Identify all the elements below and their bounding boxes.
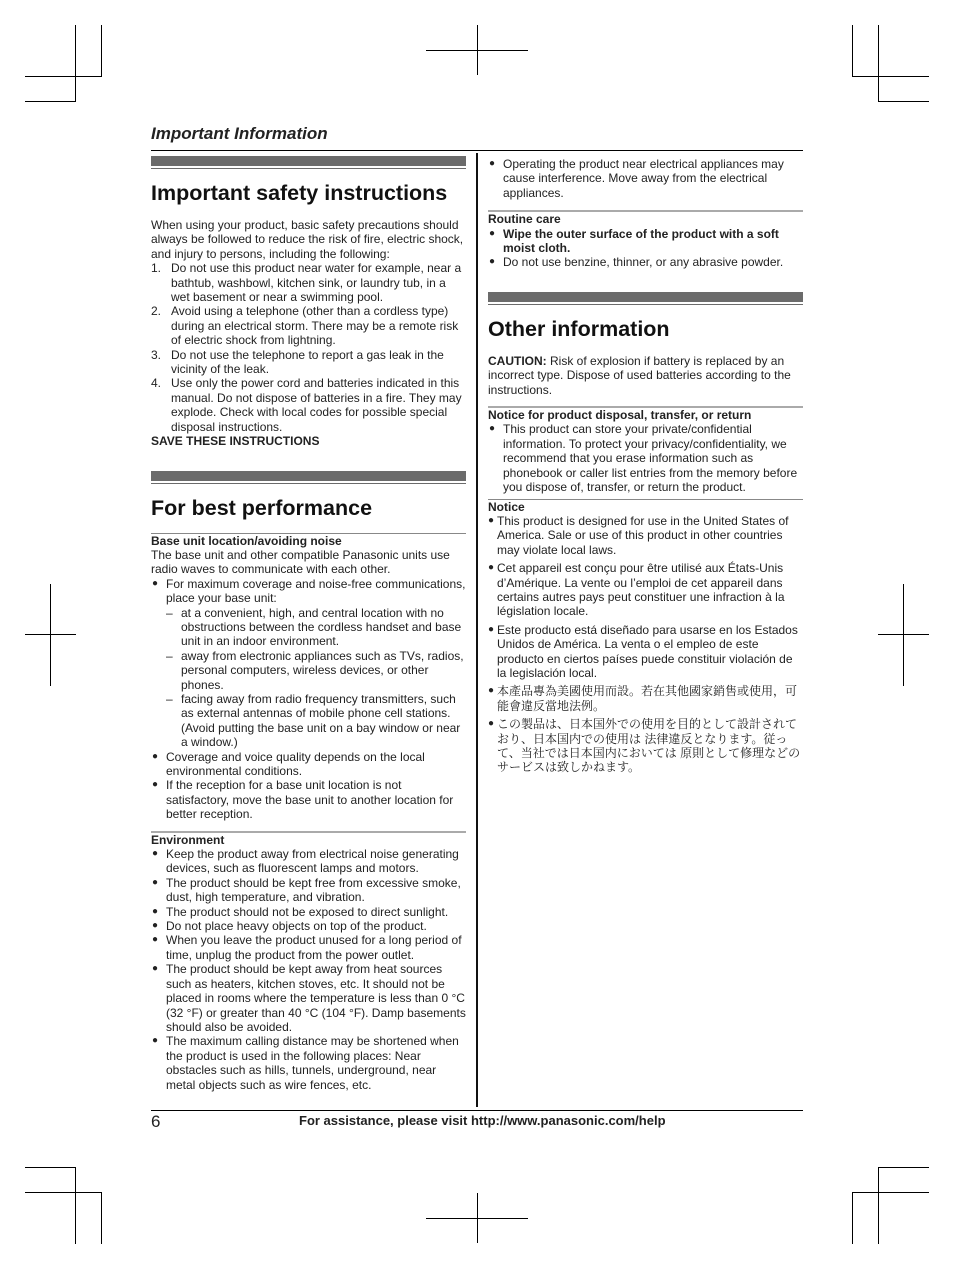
section-bar xyxy=(488,292,803,302)
performance-title: For best performance xyxy=(151,495,373,520)
page-number: 6 xyxy=(151,1112,161,1131)
left-column xyxy=(151,156,466,1092)
list-item: ● For maximum coverage and noise-free communications, place your base unit: xyxy=(152,576,466,606)
list-item: ● Do not place heavy objects on top of the product. xyxy=(152,919,427,934)
safety-item: 4. Use only the power cord and batteries indicated in this manual. Do not dispose of batteries in a fire. They may explode. Check with local codes for possible special disposal instructions. xyxy=(151,376,462,434)
section-header: Important Information xyxy=(151,124,328,143)
notice-item: ● Este producto está diseñado para usarse en los Estados Unidos de América. La venta o el empleo de este producto en ciertos países puede constituir violación de la legislación local. xyxy=(488,622,798,680)
header-rule xyxy=(151,150,803,151)
footer-rule xyxy=(151,1110,803,1111)
list-item: ● When you leave the product unused for a long period of time, unplug the product from the power outlet. xyxy=(152,933,462,962)
list-item: ● Operating the product near electrical appliances may cause interference. Move away from the electrical appliances. xyxy=(489,157,784,200)
list-subitem: – away from electronic appliances such as TVs, radios, personal computers, wireless devices, or other phones. xyxy=(166,648,464,692)
routine-care-heading: Routine care xyxy=(488,212,561,227)
list-item: ● Coverage and voice quality depends on the local environmental conditions. xyxy=(152,749,425,778)
disposal-heading: Notice for product disposal, transfer, or return xyxy=(488,408,752,423)
other-info-title: Other information xyxy=(488,316,670,341)
list-item: ● The product should not be exposed to direct sunlight. xyxy=(152,904,449,919)
safety-title: Important safety instructions xyxy=(151,181,448,205)
base-intro: The base unit and other compatible Panasonic units use radio waves to communicate with each other. xyxy=(151,547,450,577)
safety-item: 1. Do not use this product near water for example, near a bathtub, washbowl, kitchen sink, or laundry tub, in a wet basement or near a swimming pool. xyxy=(151,261,462,305)
footer-text: For assistance, please visit http://www.panasonic.com/help xyxy=(299,1113,666,1128)
notice-heading: Notice xyxy=(488,499,525,514)
base-location-heading: Base unit location/avoiding noise xyxy=(151,533,342,548)
notice-item: ● 本產品專為美國使用而設。若在其他國家銷售或使用，可能會違反當地法例。 xyxy=(488,684,798,713)
list-item: ● The product should be kept away from heat sources such as heaters, kitchen stoves, etc. It should not be placed in rooms where the temperature is less than 0 °C (32 °F) or greater than 40 °C (104 °F). Damp basements should also be avoided. xyxy=(152,962,466,1034)
list-item: ● Keep the product away from electrical noise generating devices, such as fluorescent lamps and motors. xyxy=(152,847,459,876)
list-item: ● The product should be kept free from excessive smoke, dust, high temperature, and vibration. xyxy=(152,875,461,905)
column-divider xyxy=(476,153,478,1107)
list-item: ● If the reception for a base unit location is not satisfactory, move the base unit to another location for better reception. xyxy=(152,778,454,822)
list-subitem: – at a convenient, high, and central location with no obstructions between the cordless handset and base unit in an indoor environment. xyxy=(166,605,462,649)
notice-item: ● この製品は、日本国外での使用を目的として設計されており、日本国内での使用は 法律違反となります。従って、当社では日本国内においては 原則として修理などの サービスは致しかねます。 xyxy=(488,717,801,775)
list-item: ● The maximum calling distance may be shortened when the product is used in the following places: Near obstacles such as hills, tunnels, underground, near metal objects such as wire fences, etc. xyxy=(152,1034,459,1092)
save-instructions: SAVE THESE INSTRUCTIONS xyxy=(151,434,320,449)
list-item: ● This product can store your private/confidential information. To protect your privacy/confidentiality, we recommend that you erase information such as phonebook or caller list entries from the memory before you dispose of, transfer, or return the product. xyxy=(489,422,798,495)
safety-intro: When using your product, basic safety precautions should always be followed to reduce the risk of fire, electric shock, and injury to persons, including the following: xyxy=(151,218,464,261)
notice-item: ● Cet appareil est conçu pour être utilisé aux États-Unis d’Amérique. La vente ou l’emploi de cet appareil dans certains autres pays peut constituer une infraction à la législation locale. xyxy=(488,561,785,619)
safety-item: 3. Do not use the telephone to report a gas leak in the vicinity of the leak. xyxy=(151,347,444,377)
list-subitem: – facing away from radio frequency transmitters, such as external antennas of mobile phone cell stations. (Avoid putting the base unit on a bay window or near a window.) xyxy=(166,691,461,750)
list-item: ● Wipe the outer surface of the product with a soft moist cloth. xyxy=(489,226,779,256)
safety-item: 2. Avoid using a telephone (other than a cordless type) during an electrical storm. There may be a remote risk of electric shock from lightning. xyxy=(151,304,459,348)
caution-text: CAUTION: Risk of explosion if battery is replaced by an incorrect type. Dispose of used batteries according to the instructions. xyxy=(488,353,791,397)
section-bar xyxy=(151,471,466,481)
environment-heading: Environment xyxy=(151,832,225,847)
section-bar xyxy=(151,156,466,166)
right-column xyxy=(488,157,803,779)
notice-item: ● This product is designed for use in the United States of America. Sale or use of this product in other countries may violate local laws. xyxy=(488,513,789,557)
list-item: ● Do not use benzine, thinner, or any abrasive powder. xyxy=(489,255,784,270)
